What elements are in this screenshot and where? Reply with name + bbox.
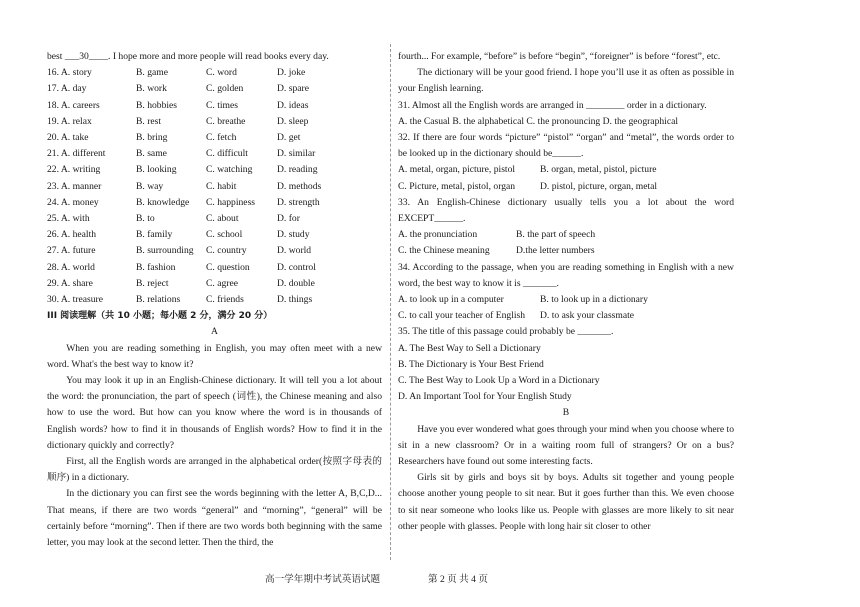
option: D. pistol, picture, organ, metal [540,180,658,192]
option-row [47,81,382,97]
option: D. get [277,132,301,144]
option: 29. A. share [47,277,93,289]
question-stem: 32. If there are four words “picture” “pistol” “organ” and “metal”, the words order to be looked up in the dictionary should be______. [398,132,734,160]
right-column [398,49,734,535]
page-number: 第 2 页 共 4 页 [428,574,488,585]
option-row [398,243,734,259]
option: 17. A. day [47,83,87,95]
option: C. watching [206,164,253,176]
option: 30. A. treasure [47,294,103,306]
option: C. friends [206,294,244,306]
option: D. joke [277,67,306,79]
option: D. for [277,213,300,225]
option-row [47,114,382,130]
option-row [47,195,382,211]
option-row [47,130,382,146]
option: 23. A. manner [47,180,102,192]
option: C. question [206,261,250,273]
paragraph: In the dictionary you can first see the words beginning with the letter A, B,C,D... That means, if there are two words “general” and “morning”, “general” will be certainly before “morning”. Then if there are two words both beginning with the same letter, you may look at the second letter. Then the third, the [47,488,382,549]
option: B. surrounding [136,245,194,257]
cloze-options [47,65,382,308]
option: D. spare [277,83,309,95]
option: 27. A. future [47,245,96,257]
option-row [47,162,382,178]
option: C. word [206,67,237,79]
option-row [398,292,734,308]
option: A. The Best Way to Sell a Dictionary [398,342,541,354]
passage-label: A [211,326,218,338]
option: 21. A. different [47,148,106,160]
option: C. times [206,99,238,111]
option: B. the part of speech [516,229,596,241]
option-row [47,260,382,276]
option: B. to [136,213,155,225]
option: B. fashion [136,261,176,273]
option: 20. A. take [47,132,89,144]
option: 18. A. careers [47,99,100,111]
paragraph: fourth... For example, “before” is before “begin”, “foreigner” is before “forest”, etc. [398,51,721,62]
question-stem: 31. Almost all the English words are arranged in ________ order in a dictionary. [398,99,707,111]
footer-title: 高一学年期中考试英语试题 [265,574,381,585]
option: A. metal, organ, picture, pistol [398,164,516,176]
option: C. school [206,229,243,241]
option: C. The Best Way to Look Up a Word in a Dictionary [398,375,600,387]
option: B. knowledge [136,196,190,208]
option: B. game [136,67,168,79]
option: 22. A. writing [47,164,101,176]
option: D. strength [277,196,320,208]
option: C. golden [206,83,244,95]
option: B. bring [136,132,168,144]
option-row [47,227,382,243]
option: D. control [277,261,316,273]
option: B. relations [136,294,181,306]
option: A. the pronunciation [398,229,478,241]
option: A. to look up in a computer [398,294,504,306]
passage-label: B [562,407,570,419]
option: B. rest [136,115,162,127]
option: D. ideas [277,99,309,111]
option: C. Picture, metal, pistol, organ [398,180,516,192]
option: C. difficult [206,148,248,160]
option: D. sleep [277,115,309,127]
option: C. about [206,213,239,225]
option-row [398,162,734,178]
option: B. way [136,180,164,192]
option: 16. A. story [47,67,92,79]
left-column [47,49,382,551]
option: D. similar [277,148,316,160]
option: 25. A. with [47,213,90,225]
paragraph: You may look it up in an English-Chinese dictionary. It will tell you a lot about the word: the pronunciation, the part of speech (词性), the Chinese meaning and also how to use the word. But how can you know where the word is in thousands of English words? how to find it in thousands of English words? How to find it in the dictionary quickly and correctly? [47,375,382,451]
option: C. agree [206,277,238,289]
option-row [47,292,382,308]
option-row [47,276,382,292]
option-row [398,179,734,195]
option-row [47,243,382,259]
question-stem: 34. According to the passage, when you are reading something in English with a new word, the best way to know it is _______. [398,261,734,289]
paragraph: First, all the English words are arranged in the alphabetical order(按照字母表的顺序) in a dictionary. [47,456,382,484]
option: B. hobbies [136,99,178,111]
option: B. organ, metal, pistol, picture [540,164,657,176]
option-row [47,179,382,195]
option: B. reject [136,277,169,289]
option: B. to look up in a dictionary [540,294,648,306]
option: 28. A. world [47,261,95,273]
option-row [398,227,734,243]
option: B. family [136,229,173,241]
option: 24. A. money [47,196,99,208]
question-options: A. the Casual B. the alphabetical C. the pronouncing D. the geographical [398,115,679,127]
option: D. world [277,245,312,257]
option: C. fetch [206,132,237,144]
option: C. happiness [206,196,256,208]
column-divider [390,44,391,560]
option: 19. A. relax [47,115,92,127]
option-row [47,98,382,114]
paragraph: Girls sit by girls and boys sit by boys. Adults sit together and young people choose another young people to sit near. But it goes further than this. We even choose to sit near someone who looks like us. People with glasses are more likely to sit near other people with glasses. People with long hair sit closer to other [398,472,734,532]
option: B. work [136,83,167,95]
option: D.the letter numbers [516,245,595,257]
option: C. habit [206,180,237,192]
option: D. methods [277,180,322,192]
option-row [47,146,382,162]
option: D. study [277,229,310,241]
option-row [47,65,382,81]
option: C. the Chinese meaning [398,245,490,257]
option: C. country [206,245,247,257]
option: D. reading [277,164,318,176]
paragraph: When you are reading something in English, you may often meet with a new word. What's the best way to know it? [47,342,382,370]
option: B. looking [136,164,177,176]
option: C. breathe [206,115,246,127]
option: D. double [277,277,315,289]
option: D. An Important Tool for Your English Study [398,391,572,403]
option: D. things [277,294,313,306]
option: D. to ask your classmate [540,310,635,322]
option-row [47,211,382,227]
section-heading: III 阅读理解（共 10 小题；每小题 2 分，满分 20 分） [47,311,273,322]
option: B. same [136,148,167,160]
question-stem: 35. The title of this passage could probably be _______. [398,326,614,338]
option: B. The Dictionary is Your Best Friend [398,358,544,370]
question-stem: 33. An English-Chinese dictionary usually tells you a lot about the word EXCEPT______. [398,196,734,225]
option-row [398,308,734,324]
option: C. to call your teacher of English [398,310,526,322]
text-line: best ___30____. I hope more and more people will read books every day. [47,51,329,62]
option: 26. A. health [47,229,97,241]
paragraph: Have you ever wondered what goes through your mind when you choose where to sit in a new classroom? Or in a waiting room full of strangers? Or on a bus? Researchers have found out some interesting facts. [398,423,734,468]
paragraph: The dictionary will be your good friend. I hope you’ll use it as often as possible in your English learning. [398,67,734,95]
